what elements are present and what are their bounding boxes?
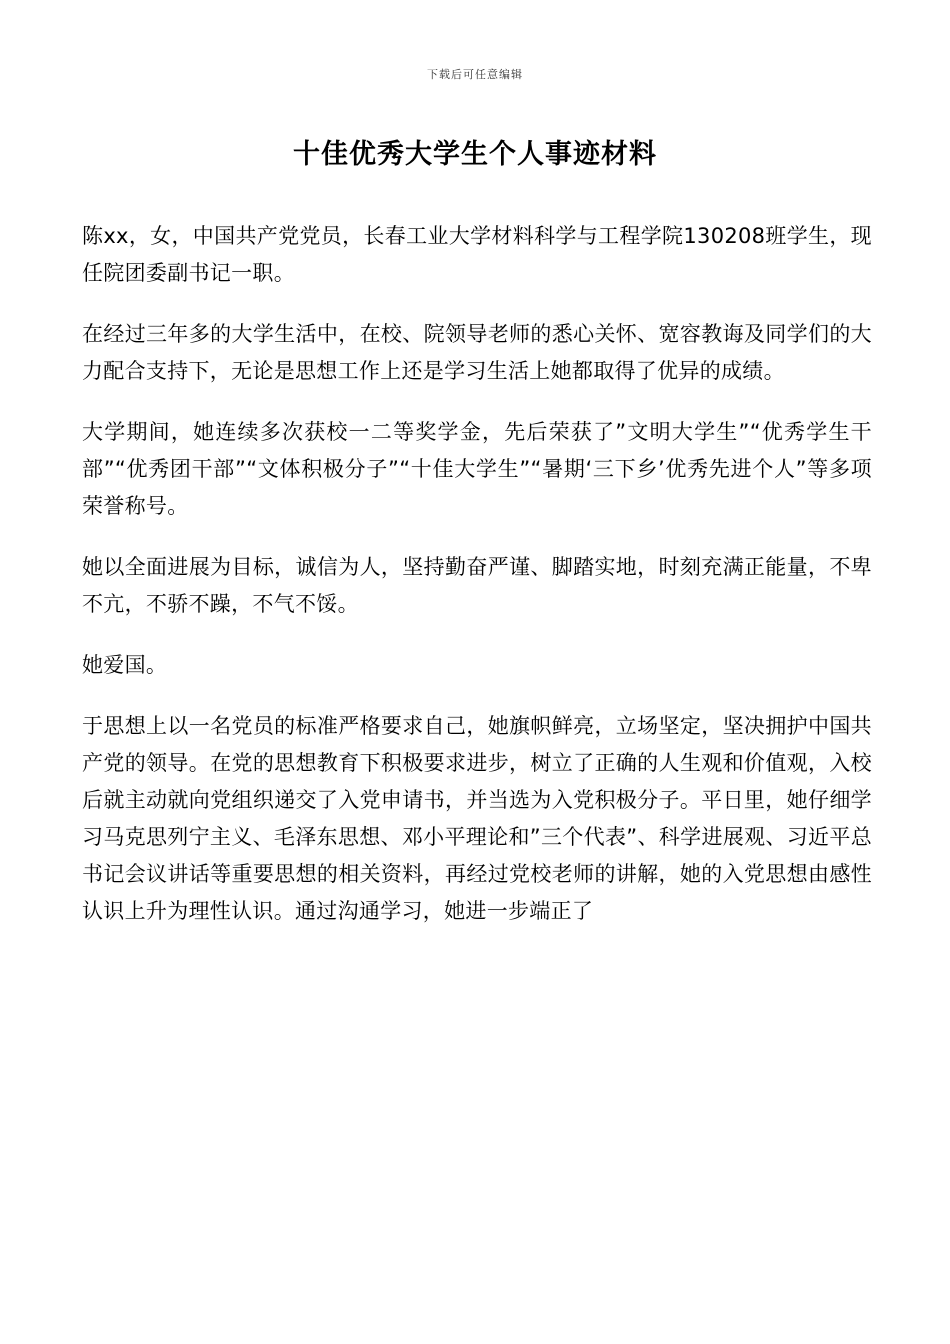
paragraph-ideology: 于思想上以一名党员的标准严格要求自己，她旗帜鲜亮，立场坚定，坚决拥护中国共产党的领导。在党的思想教育下积极要求进步，树立了正确的人生观和价值观，入校后就主动就向党组织递交了入党申请书，并当选为入党积极分子。平日里，她仔细学习马克思列宁主义、毛泽东思想、邓小平理论和”三个代表”、科学进展观、习近平总书记会议讲话等重要思想的相关资料，再经过党校老师的讲解，她的入党思想由感性认识上升为理性认识。通过沟通学习，她进一步端正了 xyxy=(82,714,872,923)
paragraph-intro: 陈xx，女，中国共产党党员，长春工业大学材料科学与工程学院130208班学生，现任院团委副书记一职。 xyxy=(82,224,872,285)
header-note: 下载后可任意编辑 xyxy=(427,68,523,81)
paragraph-college-life: 在经过三年多的大学生活中，在校、院领导老师的悉心关怀、宽容教诲及同学们的大力配合支持下，无论是思想工作上还是学习生活上她都取得了优异的成绩。 xyxy=(82,322,872,383)
paragraph-honors: 大学期间，她连续多次获校一二等奖学金，先后荣获了”文明大学生”“优秀学生干部”“优秀团干部”“文体积极分子”“十佳大学生”“暑期‘三下乡’优秀先进个人”等多项荣誉称号。 xyxy=(82,420,872,518)
document-title: 十佳优秀大学生个人事迹材料 xyxy=(293,139,657,170)
paragraph-patriotism: 她爱国。 xyxy=(82,653,168,677)
paragraph-character: 她以全面进展为目标，诚信为人，坚持勤奋严谨、脚踏实地，时刻充满正能量，不卑不亢，不骄不躁，不气不馁。 xyxy=(82,555,872,616)
document-body xyxy=(82,218,872,954)
